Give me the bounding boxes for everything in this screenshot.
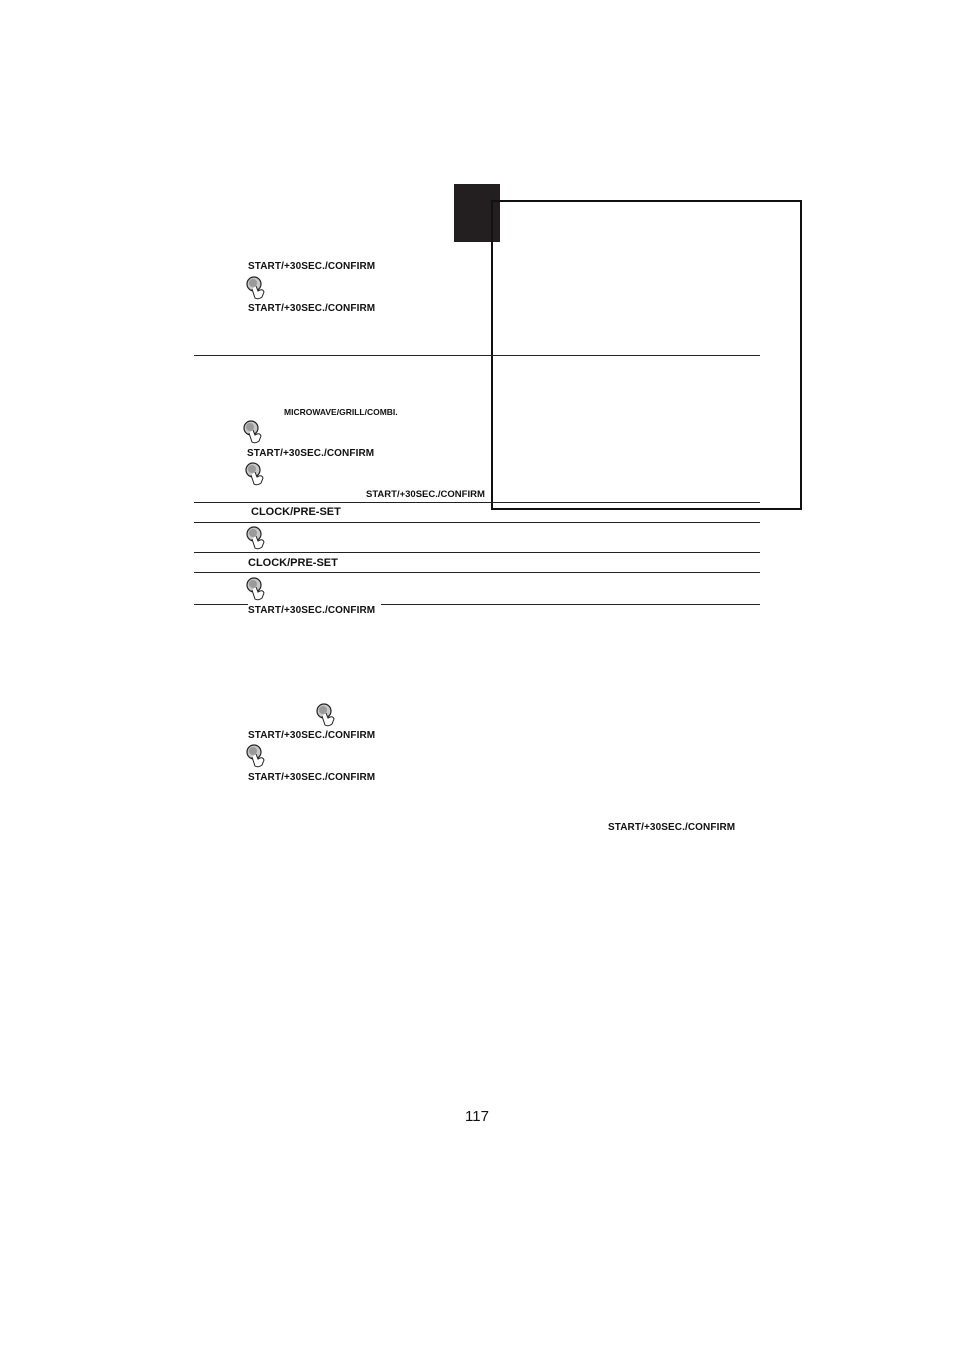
start-confirm-label: START/+30SEC./CONFIRM xyxy=(247,448,375,459)
start-confirm-label: START/+30SEC./CONFIRM xyxy=(248,772,376,783)
clock-preset-label: CLOCK/PRE-SET xyxy=(248,557,338,569)
start-confirm-label: START/+30SEC./CONFIRM xyxy=(248,605,376,616)
divider xyxy=(381,604,760,605)
divider xyxy=(194,355,760,356)
divider xyxy=(194,522,760,523)
start-confirm-label: START/+30SEC./CONFIRM xyxy=(248,303,376,314)
press-knob-icon xyxy=(245,525,267,551)
press-knob-icon xyxy=(245,576,267,602)
start-confirm-label: START/+30SEC./CONFIRM xyxy=(248,261,376,272)
press-knob-icon xyxy=(244,461,266,487)
divider xyxy=(194,572,760,573)
press-knob-icon xyxy=(245,275,267,301)
press-knob-icon xyxy=(315,702,337,728)
page-number: 117 xyxy=(465,1108,489,1125)
start-confirm-label: START/+30SEC./CONFIRM xyxy=(248,730,376,741)
microwave-grill-combi-label: MICROWAVE/GRILL/COMBI. xyxy=(284,407,398,417)
divider xyxy=(194,604,248,605)
start-confirm-label: START/+30SEC./CONFIRM xyxy=(608,822,736,833)
divider xyxy=(194,552,760,553)
divider xyxy=(194,502,760,503)
press-knob-icon xyxy=(245,743,267,769)
press-knob-icon xyxy=(242,419,264,445)
clock-preset-label: CLOCK/PRE-SET xyxy=(251,506,341,518)
start-confirm-label: START/+30SEC./CONFIRM xyxy=(366,489,485,500)
